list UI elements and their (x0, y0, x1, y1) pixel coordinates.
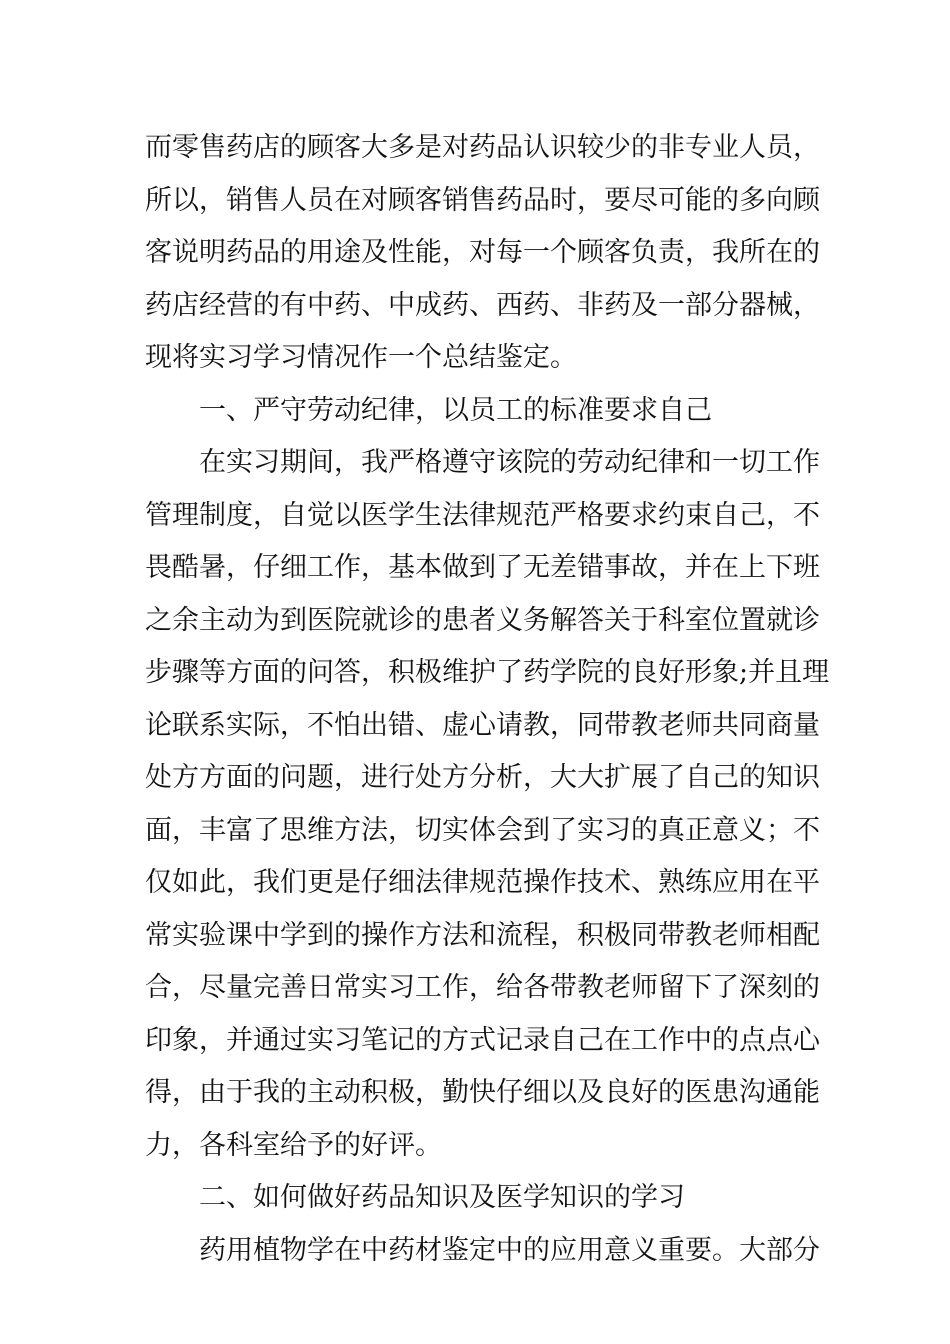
text-line: 合，尽量完善日常实习工作，给各带教老师留下了深刻的 (145, 972, 820, 1003)
text-line: 药用植物学在中药材鉴定中的应用意义重要。大部分 (199, 1234, 820, 1266)
text-line: 得，由于我的主动积极，勤快仔细以及良好的医患沟通能 (145, 1077, 820, 1108)
text-line: 畏酷暑，仔细工作，基本做到了无差错事故，并在上下班 (145, 552, 820, 583)
text-line: 现将实习学习情况作一个总结鉴定。 (145, 342, 577, 373)
text-line: 一、严守劳动纪律，以员工的标准要求自己 (199, 394, 712, 426)
text-line: 处方方面的问题，进行处方分析，大大扩展了自己的知识 (145, 762, 820, 793)
text-line: 而零售药店的顾客大多是对药品认识较少的非专业人员， (145, 132, 820, 163)
text-line: 之余主动为到医院就诊的患者义务解答关于科室位置就诊 (145, 604, 820, 636)
text-line: 仅如此，我们更是仔细法律规范操作技术、熟练应用在平 (145, 867, 820, 898)
text-line: 管理制度，自觉以医学生法律规范严格要求约束自己，不 (145, 499, 820, 531)
text-line: 力，各科室给予的好评。 (145, 1129, 442, 1161)
text-line: 面，丰富了思维方法，切实体会到了实习的真正意义；不 (145, 814, 820, 846)
body-text (145, 122, 830, 1277)
text-line: 所以，销售人员在对顾客销售药品时，要尽可能的多向顾 (145, 184, 820, 216)
text-line: 在实习期间，我严格遵守该院的劳动纪律和一切工作 (199, 447, 820, 478)
text-line: 客说明药品的用途及性能，对每一个顾客负责，我所在的 (145, 237, 820, 268)
text-line: 常实验课中学到的操作方法和流程，积极同带教老师相配 (145, 919, 820, 951)
text-line: 二、如何做好药品知识及医学知识的学习 (199, 1182, 685, 1213)
text-line: 步骤等方面的问答，积极维护了药学院的良好形象;并且理 (145, 657, 830, 688)
text-line: 印象，并通过实习笔记的方式记录自己在工作中的点点心 (145, 1024, 820, 1056)
text-line: 论联系实际，不怕出错、虚心请教，同带教老师共同商量 (145, 709, 820, 741)
text-line: 药店经营的有中药、中成药、西药、非药及一部分器械， (145, 289, 820, 321)
